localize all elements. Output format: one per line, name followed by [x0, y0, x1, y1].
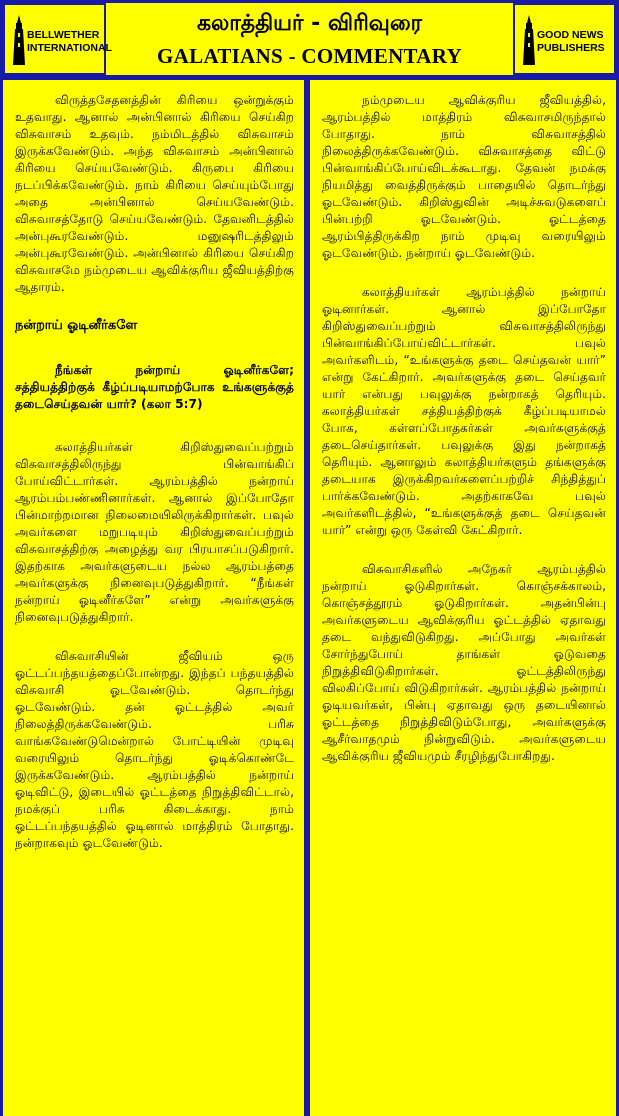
paragraph: கலாத்தியர்கள் ஆரம்பத்தில் நன்றாய் ஓடினார்கள். ஆனால் இப்போதோ கிறிஸ்துவைப்பற்றும் விசுவாசத்திலிருந்து பின்வாங்கிப்போய்விட்டார்கள். பவுல் அவர்களிடம், “உங்களுக்கு தடை செய்தவன் யார்” என்று கேட்கிறார். அவர்களுக்கு தடை செய்தவர் யார் என்பது பவுலுக்கு நன்றாகத் தெரியும். கலாத்தியர்கள் சத்தியத்திற்குக் கீழ்ப்படியாமல் போக, கள்ளப்போதகர்கள் அவர்களுக்குத் தடைசெய்தார்கள். பவுலுக்கு இது நன்றாகத் தெரியும். ஆனாலும் கலாத்தியர்களும் தங்களுக்கு தடையாக இருக்கிறவர்களைப்பற்றிச் சிந்தித்துப் பார்க்கவேண்டும். அதற்காகவே பவுல் அவர்களிடத்தில், “உங்களுக்குத் தடை செய்தவன் யார்” என்று ஒரு கேள்வி கேட்கிறார்.: [322, 285, 606, 537]
bellwether-logo: [3, 3, 112, 75]
title-area: [108, 3, 511, 75]
tower-icon: [11, 15, 27, 65]
paragraph: விசுவாசியின் ஜீவியம் ஒரு ஓட்டப்பந்தயத்தைப்போன்றது. இந்தப் பந்தயத்தில் விசுவாசி ஓடவேண்டும். தொடர்ந்து ஓடவேண்டும். தன் ஓட்டத்தில் அவர் நிலைத்திருக்கவேண்டும். பரிசு வாங்கவேண்டுமென்றால் போட்டியின் முடிவு வரையிலும் தொடர்ந்து ஓடிக்கொண்டே இருக்கவேண்டும். ஆரம்பத்தில் நன்றாய் ஓடிவிட்டு, இடையில் ஓட்டத்தை நிறுத்திவிட்டால், நமக்குப் பரிசு கிடைக்காது. நாம் ஓட்டப்பந்தயத்தில் ஓடினால் மாத்திரம் போதாது. நன்றாகவும் ஓடவேண்டும்.: [15, 649, 294, 850]
title-tamil: கலாத்தியர் - விரிவுரை: [196, 11, 423, 36]
paragraph: கலாத்தியர்கள் கிறிஸ்துவைப்பற்றும் விசுவாசத்திலிருந்து பின்வாங்கிப் போய்விட்டார்கள். ஆரம்பத்தில் நன்றாய் ஆரம்பம்பண்ணினார்கள். ஆனால் இப்போதோ பின்மாற்றமான நிலைமையிலிருக்கிறார்கள். பவுல் அவர்களை மறுபடியும் கிறிஸ்துவைப்பற்றும் விசுவாசத்திற்கு அழைத்து வர பிரயாசப்படுகிறார். இதற்காக அவர்களுடைய நல்ல ஆரம்பத்தை அவர்களுக்கு நினைவுபடுத்துகிறார். “நீங்கள் நன்றாய் ஓடினீர்களே” என்று அவர்களுக்கு நினைவுபடுத்துகிறார்.: [15, 440, 294, 624]
logo-text: [27, 29, 112, 55]
page-header: [3, 3, 616, 75]
section-heading: நன்றாய் ஓடினீர்களே: [15, 318, 138, 333]
logo-line-1: GOOD NEWS: [537, 29, 604, 41]
logo-text: [537, 29, 605, 55]
logo-line-1: BELLWETHER: [27, 29, 100, 41]
title-english: GALATIANS - COMMENTARY: [157, 44, 462, 68]
left-column: [3, 80, 304, 1116]
right-column: [310, 80, 616, 1116]
logo-line-2: PUBLISHERS: [537, 42, 605, 54]
paragraph: விருத்தசேதனத்தின் கிரியை ஒன்றுக்கும் உதவாது. ஆனால் அன்பினால் கிரியை செய்கிற விசுவாசம் உதவும். நம்மிடத்தில் விசுவாசம் இருக்கவேண்டும். அந்த விசுவாசம் அன்பினால் கிரியை செய்யவேண்டும். கிருபை கிரியை நடப்பிக்கவேண்டும். நாம் கிரியை செய்யும்போது அதை அன்பினால் செய்யவேண்டும். விசுவாசத்தோடு செய்யவேண்டும். தேவனிடத்தில் அன்புகூரவேண்டும். மனுஷரிடத்திலும் அன்புகூரவேண்டும். அன்பினால் கிரியை செய்கிற விசுவாசமே நம்முடைய ஆவிக்குரிய ஜீவியத்திற்கு ஆதாரம்.: [15, 93, 294, 294]
tower-icon: [521, 15, 537, 65]
verse-quote: நீங்கள் நன்றாய் ஓடினீர்களே; சத்தியத்திற்குக் கீழ்ப்படியாமற்போக உங்களுக்குத் தடைசெய்தவன் யார்? (கலா 5:7): [15, 363, 294, 411]
paragraph: நம்முடைய ஆவிக்குரிய ஜீவியத்தில், ஆரம்பத்தில் மாத்திரம் விசுவாசமிருந்தால் போதாது. நாம் விசுவாசத்தில் நிலைத்திருக்கவேண்டும். விசுவாசத்தை விட்டு பின்வாங்கிப்போய்விடக்கூடாது. தேவன் நமக்கு நியமித்து வைத்திருக்கும் பாதையில் தொடர்ந்து ஓடவேண்டும். கிறிஸ்துவின் அடிச்சுவடுகளைப் பின்பற்றி ஓடவேண்டும். ஓட்டத்தை ஆரம்பித்திருக்கிற நாம் முடிவு வரையிலும் ஓடவேண்டும். நன்றாய் ஓடவேண்டும்.: [322, 93, 606, 260]
good-news-logo: [513, 3, 616, 75]
paragraph: விசுவாசிகளில் அநேகர் ஆரம்பத்தில் நன்றாய் ஓடுகிறார்கள். கொஞ்சக்காலம், கொஞ்சத்தூரம் ஓடுகிறார்கள். அதன்பின்பு அவர்களுடைய ஆவிக்குரிய ஓட்டத்தில் ஏதாவது தடை வந்துவிடுகிறது. அப்போது அவர்கள் சோர்ந்துபோய் தாங்கள் ஓடுவதை நிறுத்திவிடுகிறார்கள். ஓட்டத்திலிருந்து விலகிப்போய் விடுகிறார்கள். ஆரம்பத்தில் நன்றாய் ஓடியவர்கள், பின்பு ஏதாவது ஒரு தடையினால் ஓட்டத்தை நிறுத்திவிடும்போது, அவர்களுக்கு ஆசீர்வாதமும் நின்றுவிடும். அவர்களுடைய ஆவிக்குரிய ஜீவியமும் சீரழிந்துபோகிறது.: [322, 562, 606, 763]
logo-line-2: INTERNATIONAL: [27, 42, 112, 54]
